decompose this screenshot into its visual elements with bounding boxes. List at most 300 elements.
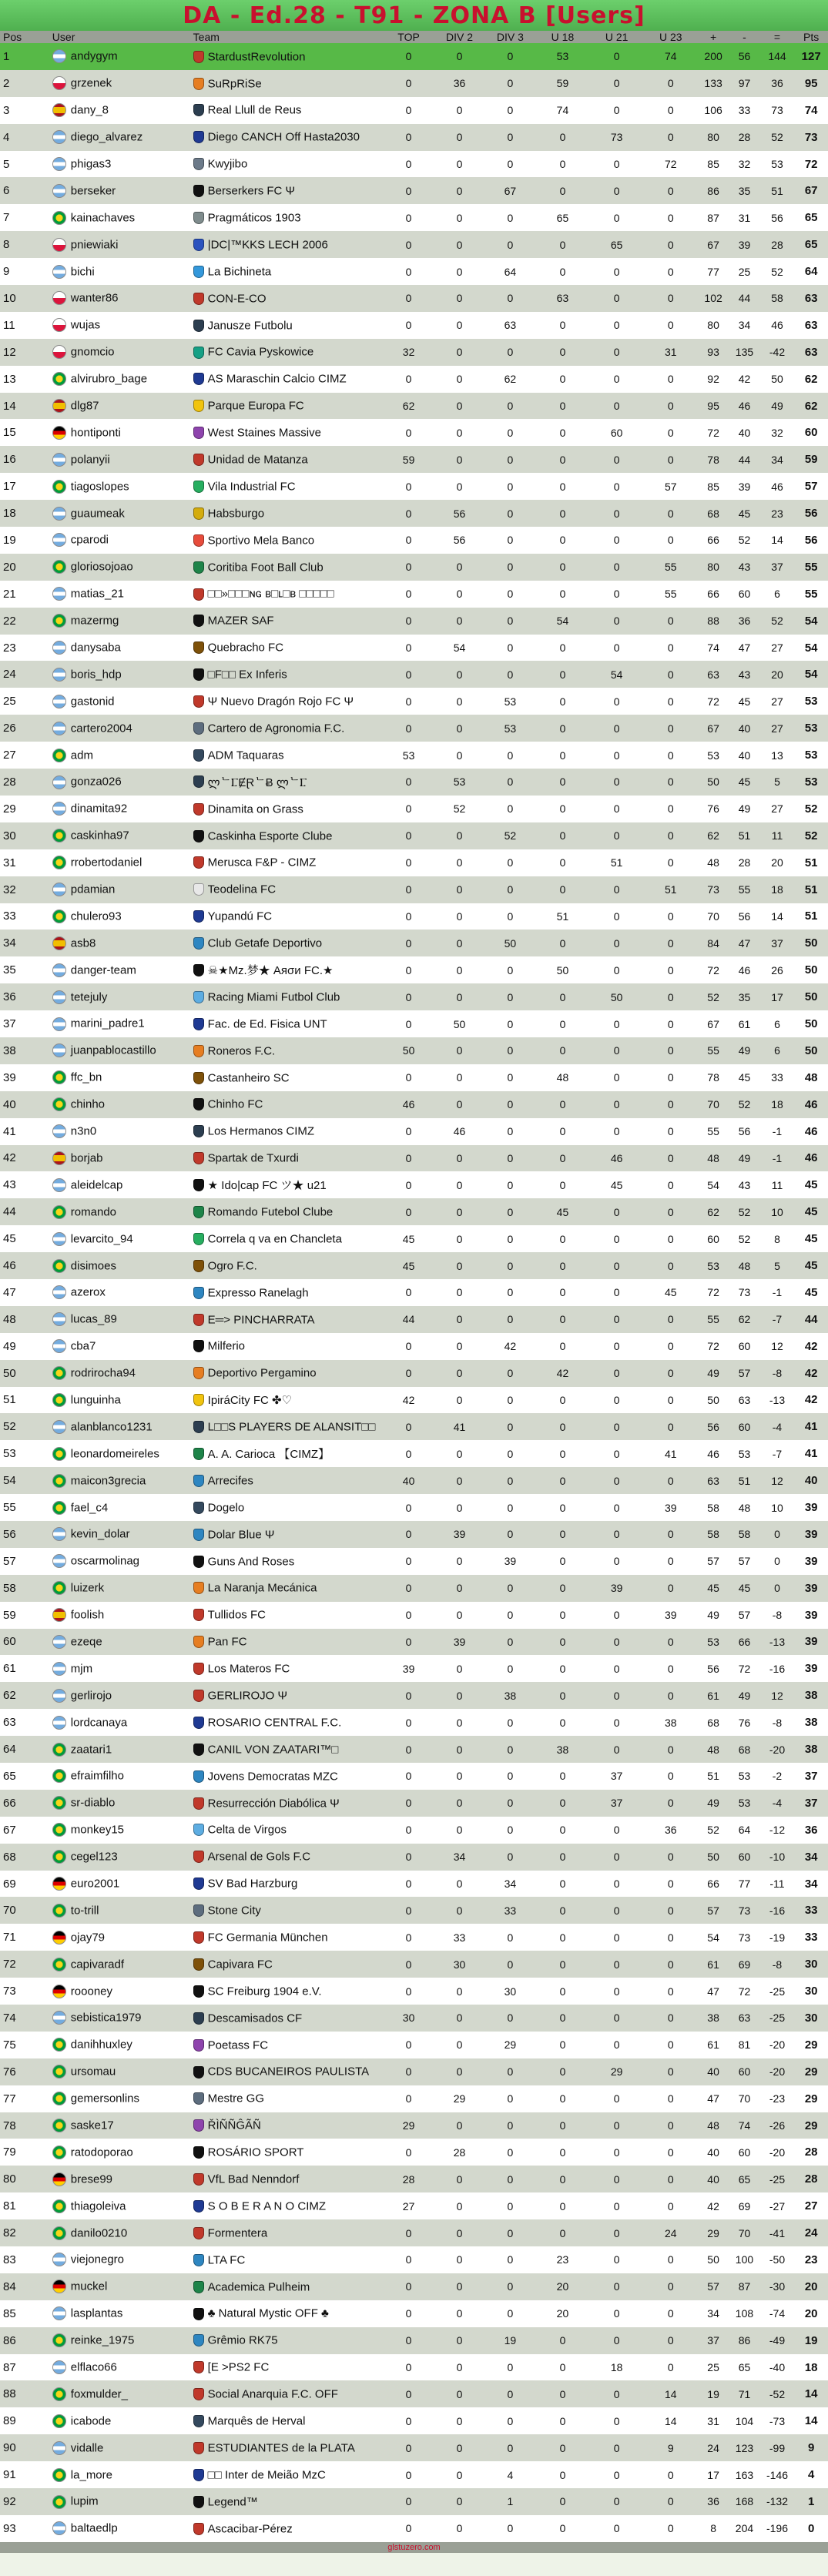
table-row[interactable] [0, 1198, 828, 1225]
team-link[interactable]: Racing Miami Futbol Club [207, 990, 340, 1004]
table-row[interactable] [0, 2488, 828, 2515]
team-link[interactable]: Guns And Roses [207, 1555, 295, 1569]
table-row[interactable] [0, 2273, 828, 2300]
team-link[interactable]: |DC|™KKS LECH 2006 [207, 238, 328, 252]
team-link[interactable]: Spartak de Txurdi [207, 1151, 299, 1165]
table-row[interactable] [0, 956, 828, 983]
user-link[interactable]: caskinha97 [70, 829, 129, 842]
table-row[interactable] [0, 769, 828, 796]
team-link[interactable]: ESTUDIANTES de la PLATA [207, 2441, 355, 2455]
user-link[interactable]: lordcanaya [70, 1716, 128, 1730]
table-row[interactable] [0, 1790, 828, 1817]
table-row[interactable] [0, 1118, 828, 1145]
user-link[interactable]: pdamian [70, 883, 116, 896]
team-link[interactable]: □□ Inter de Meião MzC [207, 2468, 326, 2482]
table-row[interactable] [0, 231, 828, 258]
user-link[interactable]: kevin_dolar [70, 1527, 130, 1541]
table-row[interactable] [0, 635, 828, 662]
table-row[interactable] [0, 473, 828, 500]
user-link[interactable]: baltaedlp [70, 2521, 118, 2535]
team-link[interactable]: StardustRevolution [207, 50, 306, 64]
table-row[interactable] [0, 312, 828, 339]
table-row[interactable] [0, 796, 828, 822]
table-row[interactable] [0, 581, 828, 608]
col-header-u23[interactable]: U 23 [644, 31, 698, 43]
team-link[interactable]: Jovens Democratas MZC [207, 1770, 338, 1784]
table-row[interactable] [0, 608, 828, 635]
table-row[interactable] [0, 2219, 828, 2246]
team-link[interactable]: Ψ Nuevo Dragón Rojo FC Ψ [207, 695, 354, 708]
user-link[interactable]: lupim [70, 2495, 99, 2508]
team-link[interactable]: Castanheiro SC [207, 1071, 290, 1085]
table-row[interactable] [0, 1279, 828, 1306]
table-row[interactable] [0, 2461, 828, 2488]
user-link[interactable]: levarcito_94 [70, 1232, 133, 1246]
team-link[interactable]: Celta de Virgos [207, 1823, 287, 1837]
team-link[interactable]: Coritiba Foot Ball Club [207, 561, 323, 574]
user-link[interactable]: disimoes [70, 1259, 116, 1273]
col-header-goal-difference[interactable]: = [760, 31, 795, 43]
table-row[interactable] [0, 366, 828, 393]
user-link[interactable]: wujas [70, 318, 101, 332]
team-link[interactable]: West Staines Massive [207, 426, 321, 440]
team-link[interactable]: Resurrección Diabólica Ψ [207, 1797, 340, 1811]
team-link[interactable]: Tullidos FC [207, 1608, 266, 1622]
user-link[interactable]: lasplantas [70, 2306, 123, 2320]
team-link[interactable]: A. A. Carioca 【CIMZ】 [207, 1448, 330, 1462]
user-link[interactable]: foxmulder_ [70, 2387, 128, 2401]
table-row[interactable] [0, 1171, 828, 1198]
user-link[interactable]: adm [70, 749, 93, 762]
team-link[interactable]: Correla q va en Chancleta [207, 1232, 342, 1246]
table-row[interactable] [0, 1575, 828, 1602]
user-link[interactable]: lucas_89 [70, 1312, 117, 1326]
table-row[interactable] [0, 930, 828, 956]
team-link[interactable]: Vila Industrial FC [207, 480, 296, 494]
col-header-pos[interactable]: Pos [0, 31, 49, 43]
user-link[interactable]: dany_8 [70, 103, 109, 117]
user-link[interactable]: zaatari1 [70, 1743, 112, 1757]
table-row[interactable] [0, 1978, 828, 2005]
user-link[interactable]: kainachaves [70, 211, 136, 225]
cell-div3: 0 [484, 1521, 535, 1548]
team-link[interactable]: □□»□□□ɴɢ ʙ□ʟ□ʙ □□□□□ [207, 588, 334, 601]
user-link[interactable]: bichi [70, 265, 95, 279]
user-link[interactable]: danger-team [70, 963, 136, 977]
table-row[interactable] [0, 2192, 828, 2219]
team-link[interactable]: [E >PS2 FC [207, 2360, 270, 2374]
table-row[interactable] [0, 1521, 828, 1548]
team-link[interactable]: Diego CANCH Off Hasta2030 [207, 130, 360, 144]
team-link[interactable]: CANIL VON ZAATARI™□ [207, 1743, 339, 1757]
table-row[interactable] [0, 2032, 828, 2058]
table-row[interactable] [0, 2407, 828, 2434]
table-row[interactable] [0, 715, 828, 742]
table-row[interactable] [0, 258, 828, 285]
team-link[interactable]: Sportivo Mela Banco [207, 534, 315, 548]
user-link[interactable]: reinke_1975 [70, 2333, 135, 2347]
team-link[interactable]: Academica Pulheim [207, 2280, 310, 2294]
user-link[interactable]: romando [70, 1205, 116, 1219]
col-header-u21[interactable]: U 21 [590, 31, 644, 43]
col-header-goals-for[interactable]: + [698, 31, 729, 43]
table-row[interactable] [0, 1494, 828, 1521]
table-row[interactable] [0, 1763, 828, 1790]
table-row[interactable] [0, 393, 828, 420]
user-link[interactable]: danihhuxley [70, 2038, 132, 2052]
table-row[interactable] [0, 822, 828, 849]
team-link[interactable]: Caskinha Esporte Clube [207, 829, 333, 843]
team-link[interactable]: ლᄂⳞɆⱤᄂɃ ლᄂⳞ [207, 775, 307, 789]
cell-position: 9 [0, 258, 49, 285]
cell-goals-for: 55 [698, 1118, 729, 1145]
user-link[interactable]: roooney [70, 1985, 113, 1998]
table-row[interactable] [0, 1333, 828, 1360]
team-link[interactable]: Arsenal de Gols F.C [207, 1850, 311, 1864]
user-link[interactable]: sebistica1979 [70, 2011, 142, 2025]
table-row[interactable] [0, 1924, 828, 1951]
user-link[interactable]: maicon3grecia [70, 1474, 146, 1488]
user-link[interactable]: muckel [70, 2280, 108, 2293]
team-link[interactable]: ROSARIO CENTRAL F.C. [207, 1716, 342, 1730]
table-row[interactable] [0, 1252, 828, 1279]
table-row[interactable] [0, 876, 828, 903]
user-link[interactable]: capivaradf [70, 1958, 125, 1971]
user-link[interactable]: tiagoslopes [70, 480, 129, 494]
team-link[interactable]: Mestre GG [207, 2092, 265, 2105]
user-link[interactable]: gnomcio [70, 345, 115, 359]
table-row[interactable] [0, 2327, 828, 2354]
user-link[interactable]: andygym [70, 49, 118, 63]
team-link[interactable]: Poetass FC [207, 2038, 269, 2052]
user-link[interactable]: alanblanco1231 [70, 1420, 153, 1434]
table-row[interactable] [0, 339, 828, 366]
user-link[interactable]: foolish [70, 1608, 105, 1622]
table-row[interactable] [0, 285, 828, 312]
table-row[interactable] [0, 1010, 828, 1037]
team-link[interactable]: IpiráCity FC ✤♡ [207, 1393, 293, 1407]
team-link[interactable]: Grêmio RK75 [207, 2333, 278, 2347]
table-row[interactable] [0, 1225, 828, 1252]
user-link[interactable]: danilo0210 [70, 2226, 128, 2240]
user-link[interactable]: euro2001 [70, 1877, 120, 1891]
user-link[interactable]: icabode [70, 2414, 112, 2428]
table-row[interactable] [0, 177, 828, 204]
table-row[interactable] [0, 1682, 828, 1709]
team-link[interactable]: Unidad de Matanza [207, 453, 308, 467]
user-link[interactable]: cegel123 [70, 1850, 118, 1864]
table-row[interactable] [0, 742, 828, 769]
table-row[interactable] [0, 1306, 828, 1333]
user-link[interactable]: cba7 [70, 1339, 96, 1353]
user-link[interactable]: lunguinha [70, 1393, 121, 1407]
user-link[interactable]: ursomau [70, 2065, 116, 2079]
user-link[interactable]: n3n0 [70, 1124, 97, 1138]
user-link[interactable]: cartero2004 [70, 722, 132, 735]
user-link[interactable]: gastonid [70, 695, 115, 708]
team-link[interactable]: Los Materos FC [207, 1662, 290, 1676]
team-link[interactable]: ŘÌÑÑĜÃÑ [207, 2119, 261, 2132]
user-link[interactable]: polanyii [70, 453, 110, 467]
user-link[interactable]: rrobertodaniel [70, 856, 142, 869]
team-link[interactable]: ROSÁRIO SPORT [207, 2146, 304, 2159]
team-link[interactable]: LTA FC [207, 2253, 246, 2267]
team-link[interactable]: Formentera [207, 2226, 268, 2240]
team-link[interactable]: Fac. de Ed. Fisica UNT [207, 1017, 327, 1031]
user-link[interactable]: chinho [70, 1097, 105, 1111]
table-row[interactable] [0, 446, 828, 473]
team-link[interactable]: Capivara FC [207, 1958, 273, 1971]
user-link[interactable]: oscarmolinag [70, 1554, 140, 1568]
team-link[interactable]: Deportivo Pergamino [207, 1366, 317, 1380]
team-link[interactable]: S O B E R A N O CIMZ [207, 2199, 327, 2213]
user-link[interactable]: to-trill [70, 1904, 99, 1918]
user-link[interactable]: efraimfilho [70, 1769, 124, 1783]
user-link[interactable]: matias_21 [70, 587, 125, 601]
user-link[interactable]: vidalle [70, 2441, 104, 2455]
user-link[interactable]: leonardomeireles [70, 1447, 159, 1461]
team-link[interactable]: ☠★Mz.梦★ Aяσи FC.★ [207, 964, 334, 978]
user-link[interactable]: grzenek [70, 76, 112, 90]
team-link[interactable]: Descamisados CF [207, 2012, 303, 2025]
team-link[interactable]: VfL Bad Nenndorf [207, 2172, 300, 2186]
user-link[interactable]: gerlirojo [70, 1689, 112, 1703]
table-row[interactable] [0, 1602, 828, 1629]
team-link[interactable]: SC Freiburg 1904 e.V. [207, 1985, 322, 1998]
team-link[interactable]: Arrecifes [207, 1474, 253, 1488]
team-link[interactable]: AS Maraschin Calcio CIMZ [207, 372, 347, 386]
user-link[interactable]: guaumeak [70, 507, 125, 521]
col-header-div3[interactable]: DIV 3 [484, 31, 535, 43]
user-link[interactable]: brese99 [70, 2172, 113, 2186]
team-link[interactable]: Cartero de Agronomia F.C. [207, 722, 345, 735]
user-link[interactable]: diego_alvarez [70, 130, 143, 144]
user-link[interactable]: gonza026 [70, 775, 122, 789]
user-link[interactable]: ratodoporao [70, 2146, 133, 2159]
table-row[interactable] [0, 1817, 828, 1844]
table-row[interactable] [0, 97, 828, 124]
team-link[interactable]: Merusca F&P - CIMZ [207, 856, 317, 869]
user-link[interactable]: sr-diablo [70, 1796, 116, 1810]
col-header-top[interactable]: TOP [384, 31, 434, 43]
user-link[interactable]: ojay79 [70, 1931, 105, 1945]
table-row[interactable] [0, 1655, 828, 1682]
table-row[interactable] [0, 1736, 828, 1763]
user-link[interactable]: wanter86 [70, 291, 119, 305]
user-link[interactable]: borjab [70, 1151, 103, 1165]
user-link[interactable]: alvirubro_bage [70, 372, 148, 386]
table-row[interactable] [0, 2112, 828, 2139]
cell-u23: 0 [644, 635, 698, 662]
table-row[interactable] [0, 1709, 828, 1736]
team-link[interactable]: MAZER SAF [207, 614, 274, 628]
user-link[interactable]: chulero93 [70, 909, 122, 923]
table-row[interactable] [0, 1548, 828, 1575]
col-header-u18[interactable]: U 18 [535, 31, 589, 43]
team-link[interactable]: Habsburgo [207, 507, 265, 521]
team-link[interactable]: FC Germania München [207, 1931, 328, 1945]
table-row[interactable] [0, 500, 828, 527]
team-link[interactable]: Club Getafe Deportivo [207, 936, 323, 950]
team-link[interactable]: Berserkers FC Ψ [207, 184, 296, 198]
table-row[interactable] [0, 1413, 828, 1440]
team-link[interactable]: Romando Futebol Clube [207, 1205, 334, 1219]
user-link[interactable]: ezeqe [70, 1635, 102, 1649]
team-link[interactable]: Teodelina FC [207, 883, 277, 896]
team-link[interactable]: ★ Ido|cap FC ツ★ u21 [207, 1179, 327, 1193]
table-row[interactable] [0, 688, 828, 715]
user-link[interactable]: viejonegro [70, 2253, 125, 2266]
team-link[interactable]: Ogro F.C. [207, 1259, 257, 1273]
user-link[interactable]: cparodi [70, 533, 109, 547]
user-link[interactable]: luizerk [70, 1581, 105, 1595]
team-link[interactable]: Janusze Futbolu [207, 319, 293, 333]
user-link[interactable]: azerox [70, 1285, 106, 1299]
team-link[interactable]: SV Bad Harzburg [207, 1877, 298, 1891]
team-link[interactable]: Pragmáticos 1903 [207, 211, 301, 225]
user-link[interactable]: saske17 [70, 2119, 114, 2132]
team-link[interactable]: Marquês de Herval [207, 2414, 306, 2428]
table-row[interactable] [0, 70, 828, 97]
team-link[interactable]: Milferio [207, 1339, 246, 1353]
user-link[interactable]: mjm [70, 1662, 93, 1676]
team-link[interactable]: CDS BUCANEIROS PAULISTA [207, 2065, 370, 2079]
table-row[interactable] [0, 1387, 828, 1414]
team-link[interactable]: Roneros F.C. [207, 1044, 276, 1058]
user-link[interactable]: monkey15 [70, 1823, 125, 1837]
table-row[interactable] [0, 849, 828, 876]
team-link[interactable]: Stone City [207, 1904, 261, 1918]
user-link[interactable]: dinamita92 [70, 802, 128, 816]
user-link[interactable]: tetejuly [70, 990, 108, 1004]
team-link[interactable]: ADM Taquaras [207, 749, 284, 762]
table-row[interactable] [0, 2058, 828, 2085]
team-link[interactable]: E═> PINCHARRATA [207, 1313, 315, 1327]
team-link[interactable]: Legend™ [207, 2495, 258, 2509]
user-link[interactable]: boris_hdp [70, 668, 122, 682]
table-row[interactable] [0, 1091, 828, 1118]
team-link[interactable]: GERLIROJO Ψ [207, 1689, 288, 1703]
team-link[interactable]: Pan FC [207, 1635, 247, 1649]
table-row[interactable] [0, 1897, 828, 1924]
user-link[interactable]: dlg87 [70, 399, 99, 413]
table-row[interactable] [0, 1440, 828, 1467]
team-link[interactable]: L□□S PLAYERS DE ALANSIT□□ [207, 1420, 376, 1434]
team-link[interactable]: Dogelo [207, 1501, 245, 1515]
user-link[interactable]: pniewiaki [70, 238, 119, 252]
team-link[interactable]: La Bichineta [207, 265, 272, 279]
user-link[interactable]: elflaco66 [70, 2360, 117, 2374]
team-link[interactable]: Dolar Blue Ψ [207, 1528, 275, 1542]
team-link[interactable]: Kwyjibo [207, 157, 248, 171]
table-row[interactable] [0, 2300, 828, 2327]
user-link[interactable]: juanpablocastillo [70, 1043, 156, 1057]
team-link[interactable]: CON-E-CO [207, 292, 267, 306]
table-row[interactable] [0, 2380, 828, 2407]
col-header-points[interactable]: Pts [794, 31, 828, 43]
table-row[interactable] [0, 1871, 828, 1898]
table-row[interactable] [0, 661, 828, 688]
user-link[interactable]: mazermg [70, 614, 119, 628]
table-row[interactable] [0, 43, 828, 70]
table-row[interactable] [0, 2005, 828, 2032]
table-row[interactable] [0, 1844, 828, 1871]
team-link[interactable]: SuRpRiSe [207, 77, 262, 91]
team-link[interactable]: □F□□ Ex Inferis [207, 668, 287, 682]
table-row[interactable] [0, 1037, 828, 1064]
user-link[interactable]: asb8 [70, 936, 96, 950]
table-row[interactable] [0, 2515, 828, 2542]
team-link[interactable]: Real Llull de Reus [207, 103, 302, 117]
table-row[interactable] [0, 1145, 828, 1172]
team-link[interactable]: ♣ Natural Mystic OFF ♣ [207, 2307, 329, 2321]
table-row[interactable] [0, 204, 828, 231]
user-link[interactable]: hontiponti [70, 426, 121, 440]
table-row[interactable] [0, 2139, 828, 2166]
team-link[interactable]: Expresso Ranelagh [207, 1286, 309, 1300]
table-row[interactable] [0, 554, 828, 581]
user-link[interactable]: danysaba [70, 641, 121, 655]
table-row[interactable] [0, 1360, 828, 1387]
table-row[interactable] [0, 151, 828, 178]
col-header-team[interactable]: Team [190, 31, 384, 43]
user-link[interactable]: aleidelcap [70, 1178, 123, 1192]
team-link[interactable]: Dinamita on Grass [207, 802, 303, 816]
table-row[interactable] [0, 2434, 828, 2461]
team-link[interactable]: Social Anarquia F.C. OFF [207, 2387, 338, 2401]
table-row[interactable] [0, 124, 828, 151]
col-header-goals-against[interactable]: - [729, 31, 759, 43]
team-link[interactable]: Quebracho FC [207, 641, 284, 655]
user-link[interactable]: phigas3 [70, 157, 112, 171]
team-link[interactable]: FC Cavia Pyskowice [207, 346, 314, 359]
col-header-user[interactable]: User [49, 31, 190, 43]
user-link[interactable]: gloriosojoao [70, 560, 133, 574]
page-title: DA - Ed.28 - T91 - ZONA B [Users] [0, 0, 828, 31]
table-row[interactable] [0, 527, 828, 554]
table-row[interactable] [0, 983, 828, 1010]
table-row[interactable] [0, 2166, 828, 2192]
cell-goal-difference: 46 [760, 312, 795, 339]
user-link[interactable]: fael_c4 [70, 1501, 109, 1515]
team-link[interactable]: Ascacibar-Pérez [207, 2522, 293, 2536]
user-link[interactable]: thiagoleiva [70, 2199, 126, 2213]
table-row[interactable] [0, 1467, 828, 1494]
team-link[interactable]: Los Hermanos CIMZ [207, 1124, 315, 1138]
table-row[interactable] [0, 419, 828, 446]
team-link[interactable]: Chinho FC [207, 1097, 263, 1111]
user-link[interactable]: berseker [70, 184, 116, 198]
table-row[interactable] [0, 1064, 828, 1091]
table-row[interactable] [0, 903, 828, 930]
table-row[interactable] [0, 1629, 828, 1656]
user-link[interactable]: la_more [70, 2468, 112, 2482]
table-row[interactable] [0, 2354, 828, 2381]
table-row[interactable] [0, 2085, 828, 2112]
table-row[interactable] [0, 2246, 828, 2273]
team-link[interactable]: Parque Europa FC [207, 399, 304, 413]
table-row[interactable] [0, 1951, 828, 1978]
country-flag-icon [52, 1151, 66, 1165]
team-link[interactable]: La Naranja Mecánica [207, 1581, 317, 1595]
user-link[interactable]: rodrirocha94 [70, 1366, 136, 1380]
team-link[interactable]: Yupandú FC [207, 909, 273, 923]
footer-credit[interactable]: glstuzero.com [0, 2542, 828, 2553]
user-link[interactable]: ffc_bn [70, 1070, 102, 1084]
col-header-div2[interactable]: DIV 2 [434, 31, 485, 43]
user-link[interactable]: marini_padre1 [70, 1017, 145, 1031]
user-link[interactable]: gemersonlins [70, 2092, 140, 2105]
